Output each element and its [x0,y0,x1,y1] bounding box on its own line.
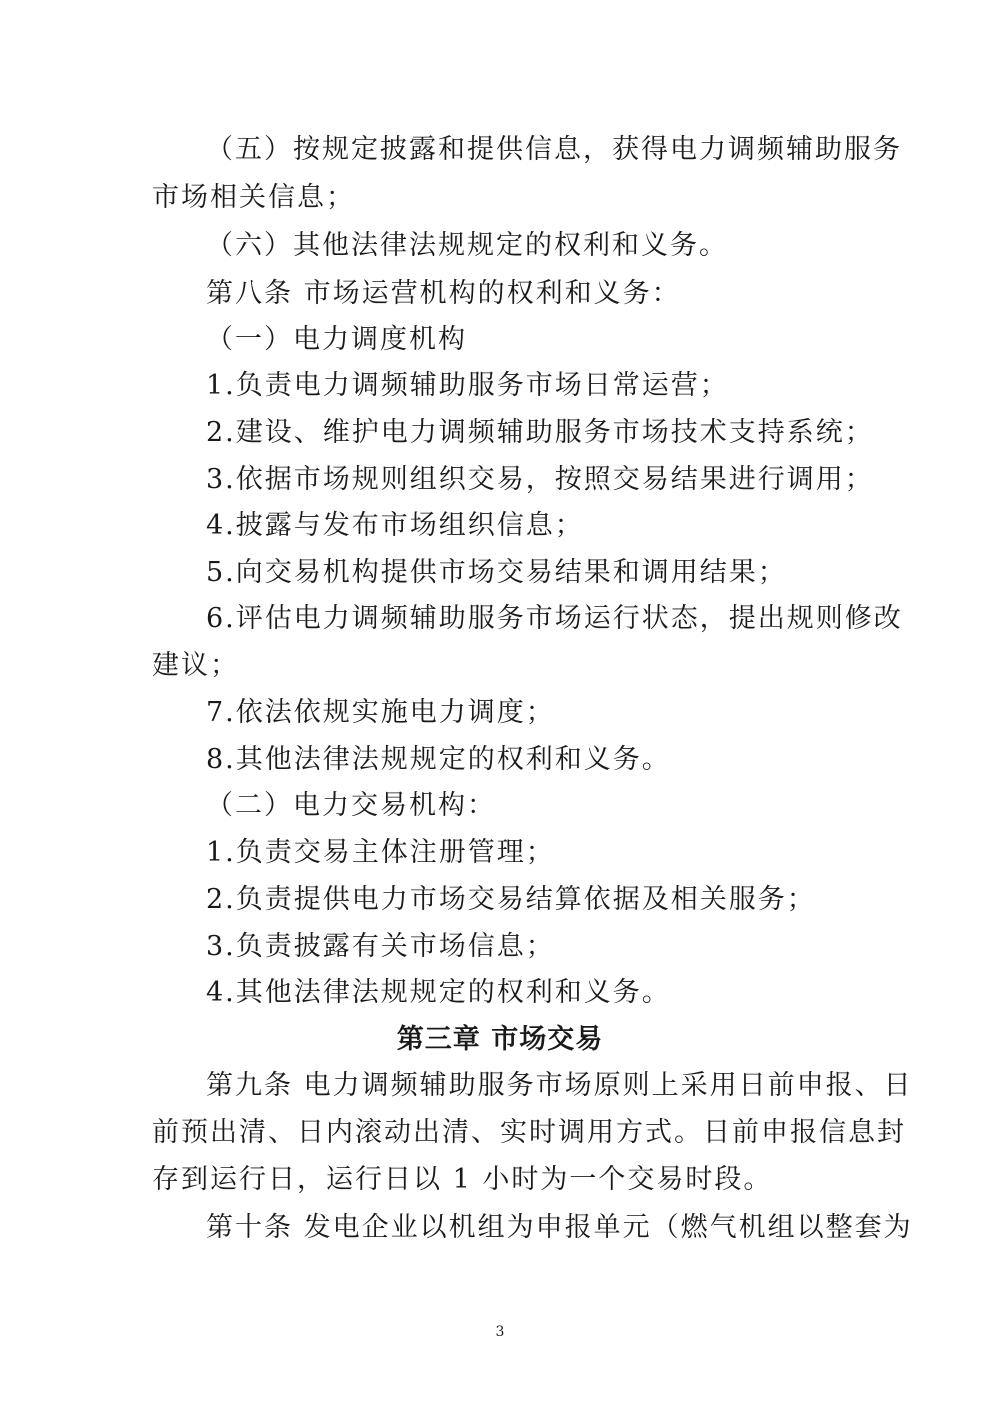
list-item: 1.负责电力调频辅助服务市场日常运营； [206,370,729,401]
list-item: 5.向交易机构提供市场交易结果和调用结果； [206,557,787,588]
list-item: 3.依据市场规则组织交易，按照交易结果进行调用； [206,464,874,495]
list-item: 1.负责交易主体注册管理； [206,837,555,868]
list-item: 7.依法依规实施电力调度； [206,697,555,728]
text-line: 存到运行日，运行日以 1 小时为一个交易时段。 [152,1164,773,1195]
list-item: 3.负责披露有关市场信息； [206,931,555,962]
text-line: 市场相关信息； [152,182,355,213]
text-line: （一）电力调度机构 [206,324,467,355]
list-item: 4.披露与发布市场组织信息； [206,510,584,541]
list-item: 2.建设、维护电力调频辅助服务市场技术支持系统； [206,417,874,448]
text-line: 建议； [152,650,239,681]
text-line: （二）电力交易机构： [206,790,496,821]
article-line: 第十条 发电企业以机组为申报单元（燃气机组以整套为 [206,1212,913,1243]
list-item: 8.其他法律法规规定的权利和义务。 [206,744,671,775]
text-line: （五）按规定披露和提供信息，获得电力调频辅助服务 [206,134,902,165]
list-item: 2.负责提供电力市场交易结算依据及相关服务； [206,884,816,915]
chapter-heading: 第三章 市场交易 [396,1024,604,1055]
article-line: 第八条 市场运营机构的权利和义务： [206,278,681,309]
article-line: 第九条 电力调频辅助服务市场原则上采用日前申报、日 [206,1070,913,1101]
text-line: 前预出清、日内滚动出清、实时调用方式。日前申报信息封 [152,1117,906,1148]
list-item: 6.评估电力调频辅助服务市场运行状态，提出规则修改 [206,603,903,634]
page-number: 3 [495,1324,505,1340]
list-item: 4.其他法律法规规定的权利和义务。 [206,977,671,1008]
text-line: （六）其他法律法规规定的权利和义务。 [206,230,728,261]
